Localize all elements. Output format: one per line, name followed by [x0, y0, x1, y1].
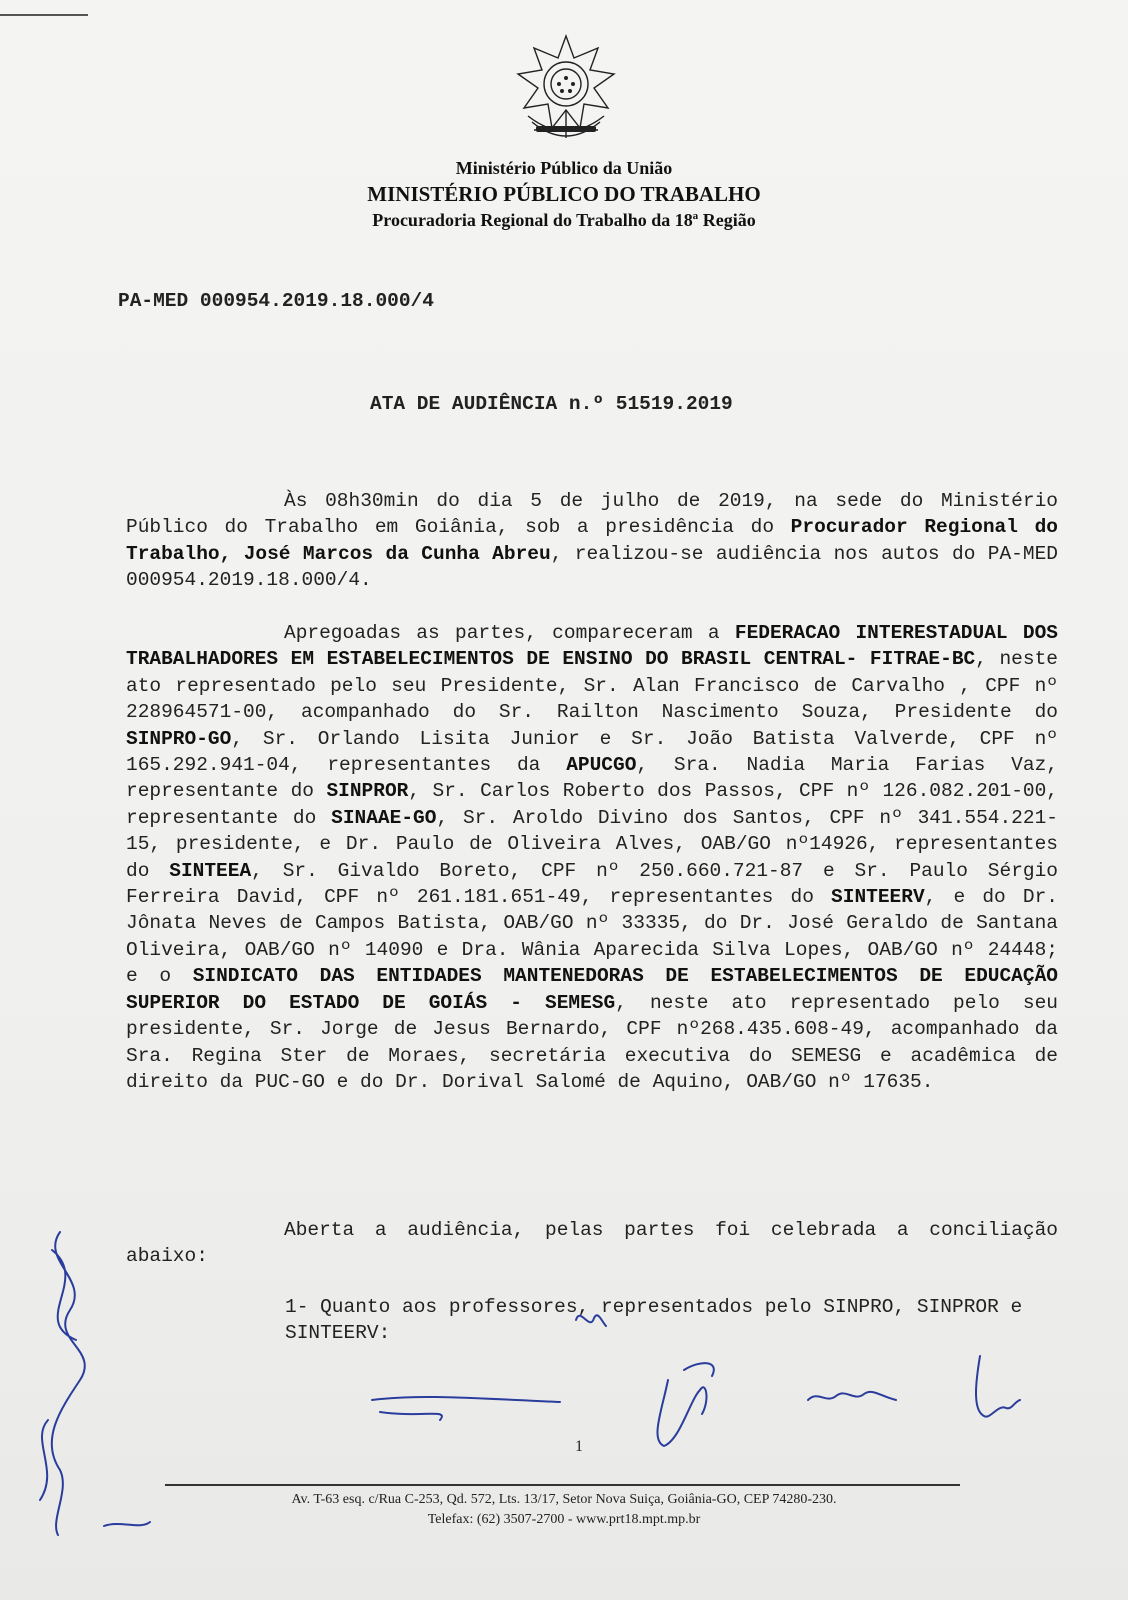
signature-center-2	[657, 1363, 713, 1446]
footer-address: Av. T-63 esq. c/Rua C-253, Qd. 572, Lts. 13/17, Setor Nova Suiça, Goiânia-GO, CEP 74280-230.	[291, 1492, 837, 1507]
parties-text: Apregoadas as partes, compareceram a	[284, 622, 735, 644]
header-line-mpt: MINISTÉRIO PÚBLICO DO TRABALHO	[367, 182, 761, 206]
page-number: 1	[575, 1438, 583, 1455]
paragraph-conciliation: Aberta a audiência, pelas partes foi celebrada a conciliação abaixo:	[126, 1219, 1058, 1268]
header-line-ministerio-uniao: Ministério Público da União	[455, 158, 673, 178]
parties-text: , neste ato representado pelo seu presidente, Sr. Jorge de Jesus Bernardo, CPF nº268.435.608-49, acompanhado da Sra. Regina Ster de Moraes, secretária executiva do SEMESG e acadêmica de direito da PUC-GO e do Dr. Dorival Salomé de Aquino, OAB/GO nº 17635.	[126, 991, 1058, 1093]
signature-right-2	[976, 1356, 1020, 1417]
party-fitrae-bc: FEDERACAO INTERESTADUAL DOS TRABALHADORES EM ESTABELECIMENTOS DE ENSINO DO BRASIL CENTRAL- FITRAE-BC	[126, 622, 1058, 671]
coat-of-arms-seal-icon	[512, 34, 620, 146]
header-line-procuradoria: Procuradoria Regional do Trabalho da 18ª Região	[372, 210, 756, 230]
conciliation-item-1: 1- Quanto aos professores, representados pelo SINPRO, SINPROR e SINTEERV:	[285, 1296, 1023, 1345]
party-semesg: SINDICATO DAS ENTIDADES MANTENEDORAS DE ESTABELECIMENTOS DE EDUCAÇÃO SUPERIOR DO ESTADO DE GOIÁS - SEMESG	[126, 965, 1058, 1014]
paragraph-parties	[126, 620, 1058, 1095]
footer-contact: Telefax: (62) 3507-2700 - www.prt18.mpt.mp.br	[427, 1512, 701, 1527]
parties-text: , e do Dr. Jônata Neves de Campos Batista, OAB/GO nº 33335, do Dr. José Geraldo de Santana Oliveira, OAB/GO nº 14090 e Dra. Wânia Aparecida Silva Lopes, OAB/GO nº 24448; e o	[126, 886, 1058, 988]
party-apucgo: APUCGO	[566, 754, 637, 777]
signature-left-margin	[40, 1232, 85, 1535]
signature-right-1	[808, 1392, 896, 1400]
party-sinpror: SINPROR	[326, 780, 409, 803]
scan-edge-mark	[0, 14, 88, 16]
footer-divider	[165, 1484, 960, 1486]
procedure-number: PA-MED 000954.2019.18.000/4	[118, 290, 434, 312]
party-sinteerv: SINTEERV	[831, 886, 925, 909]
parties-text: , Sr. Givaldo Boreto, CPF nº 250.660.721-87 e Sr. Paulo Sérgio Ferreira David, CPF nº 261.181.651-49, representantes do	[126, 859, 1058, 909]
party-sinteea: SINTEEA	[169, 859, 252, 882]
paragraph-opening	[126, 488, 1058, 594]
procurador-name: Procurador Regional do Trabalho, José Marcos da Cunha Abreu	[126, 516, 1058, 565]
signature-center-1	[372, 1397, 560, 1420]
ata-title: ATA DE AUDIÊNCIA n.º 51519.2019	[370, 393, 733, 415]
parties-text: , neste ato representado pelo seu Presidente, Sr. Alan Francisco de Carvalho , CPF nº 228964571-00, acompanhado do Sr. Railton Nascimento Souza, Presidente do	[126, 648, 1058, 724]
parties-text: , Sr. Carlos Roberto dos Passos, CPF nº 126.082.201-00, representante do	[126, 780, 1059, 829]
paragraph-opening-text-end: , realizou-se audiência nos autos do PA-MED 000954.2019.18.000/4.	[126, 542, 1058, 592]
party-sinaae-go: SINAAE-GO	[331, 806, 437, 829]
party-sinpro-go: SINPRO-GO	[126, 727, 232, 750]
parties-text: , Sr. Orlando Lisita Junior e Sr. João Batista Valverde, CPF nº 165.292.941-04, representantes da	[126, 727, 1058, 777]
paragraph-opening-text: Às 08h30min do dia 5 de julho de 2019, na sede do Ministério Público do Trabalho em Goiânia, sob a presidência do	[126, 490, 1058, 539]
parties-text: , Sra. Nadia Maria Farias Vaz, representante do	[126, 754, 1058, 803]
parties-text: , Sr. Aroldo Divino dos Santos, CPF nº 341.554.221-15, presidente, e Dr. Paulo de Oliveira Alves, OAB/GO nº14926, representantes do	[126, 806, 1058, 882]
